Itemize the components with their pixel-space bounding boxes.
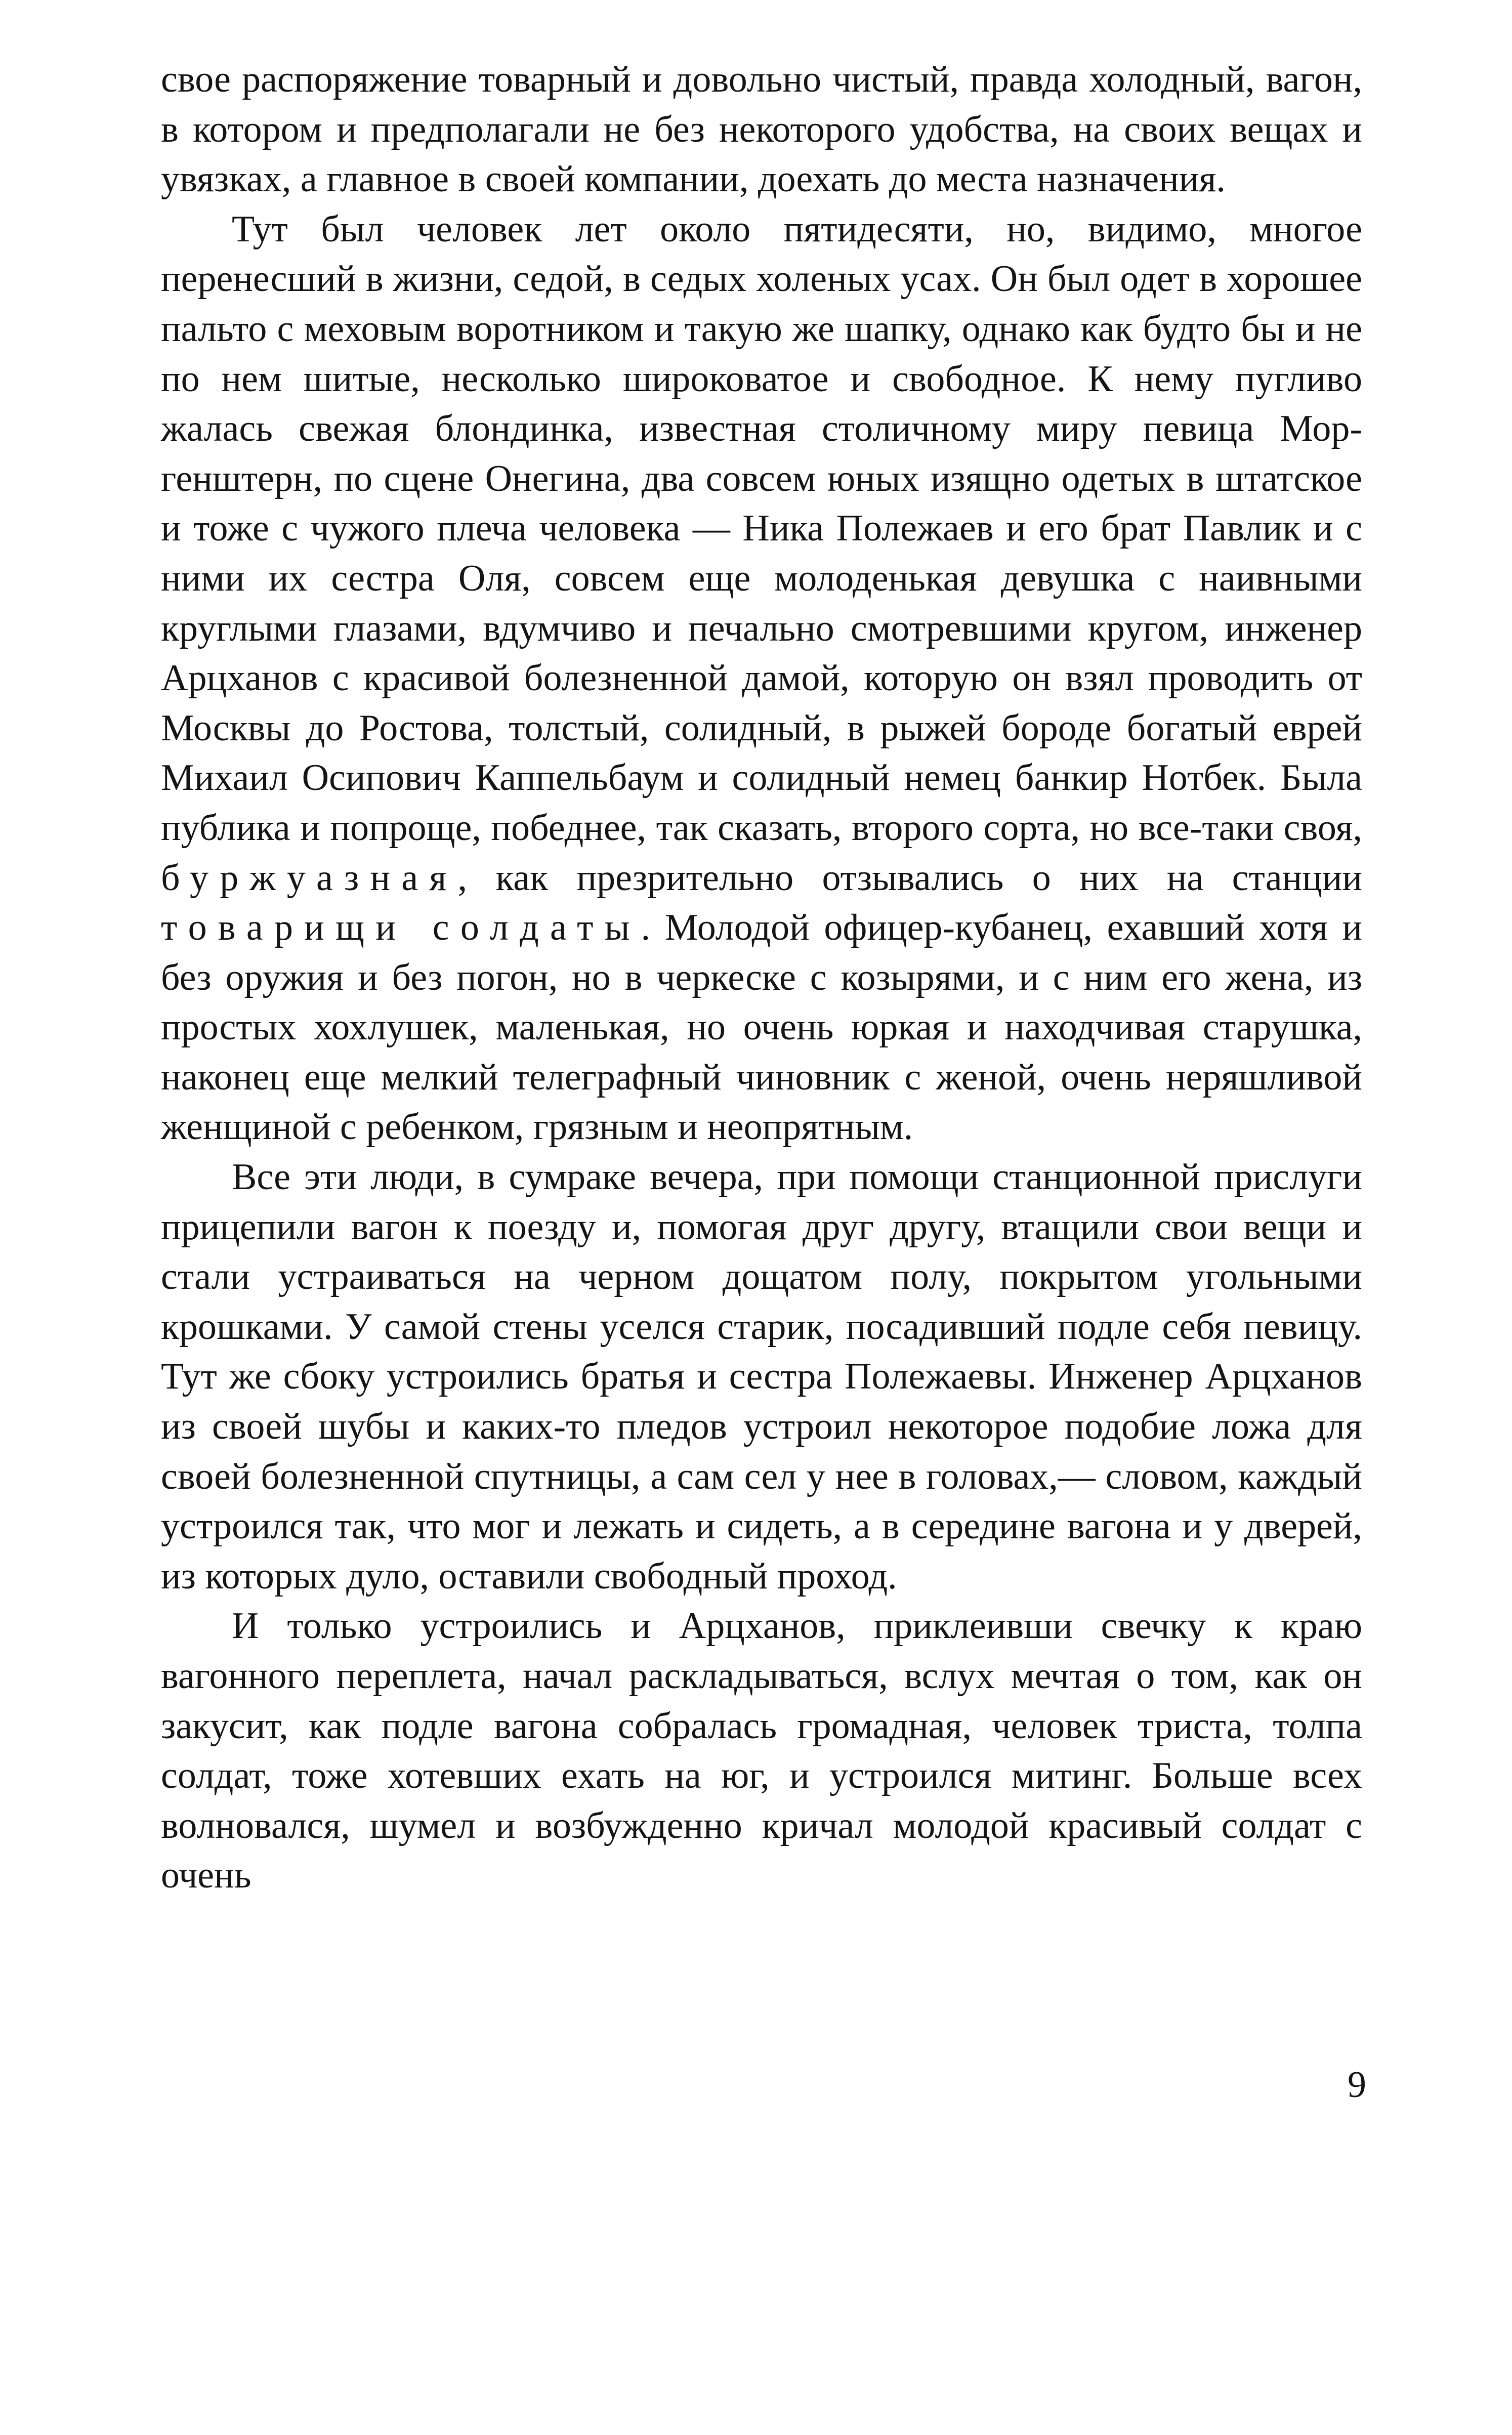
paragraph-2-text: Тут был человек лет около пятидесяти, но, видимо, многое перенесший в жизни, седой, в седых холеных усах. Он был одет в хорошее пальто с меховым воротником и такую же шапку, однако как будто бы и не по нем шитые, несколько широковатое и свободное. К нему пугливо жалась свежая блондинка, известная столичному миру певица Моргенштерн, по сцене Онегина, два совсем юных изящно одетых в штатское и тоже с чужого плеча человека — Ника Полежаев и его брат Павлик и с ними их сестра Оля, совсем еще молоденькая девушка с наивными круглыми глазами, вдумчиво и печально смотревшими кругом, инженер Арцханов с красивой болезненной дамой, которую он взял проводить от Москвы до Ростова, толстый, солидный, в рыжей бороде богатый еврей Михаил Осипович Каппельбаум и солидный немец банкир Нотбек. Была публика и попроще, победнее, так сказать, второго сорта, но все-таки своя,	[161, 208, 1362, 849]
paragraph-4-text: И только устроились и Арцханов, приклеивши свечку к краю вагонного переплета, начал раскладываться, вслух мечтая о том, как он закусит, как подле вагона собралась громадная, человек триста, толпа солдат, тоже хотевших ехать на юг, и устроился митинг. Больше всех волновался, шумел и возбужденно кричал молодой красивый солдат с очень	[161, 1605, 1362, 1897]
paragraph-3	[161, 1152, 1362, 1601]
page-body	[161, 55, 1362, 1901]
paragraph-1	[161, 55, 1362, 204]
page-number: 9	[1348, 2064, 1366, 2106]
paragraph-2	[161, 204, 1362, 1152]
paragraph-3-text: Все эти люди, в сумраке вечера, при помощи станционной прислуги прицепили вагон к поезду и, помогая друг другу, втащили свои вещи и стали устраиваться на черном дощатом полу, покрытом угольными крошками. У самой стены уселся старик, посадивший подле себя певицу. Тут же сбоку устроились братья и сестра Полежаевы. Инженер Арцханов из своей шубы и каких-то пледов устроил некоторое подобие ложа для своей болезненной спутницы, а сам сел у нее в головах,— словом, каждый устроился так, что мог и лежать и сидеть, а в середине вагона и у дверей, из которых дуло, оставили свободный проход.	[161, 1156, 1362, 1597]
paragraph-2-text-continued: , как презрительно отзывались о них на станции	[457, 857, 1362, 899]
paragraph-4	[161, 1601, 1362, 1901]
paragraph-2-spaced-phrase-comrades: товарищи солдаты	[161, 907, 641, 949]
paragraph-1-text: свое распоряжение товарный и довольно чистый, правда холодный, вагон, в котором и предполагали не без некоторого удобства, на своих вещах и увязках, а главное в своей компании, доехать до места назначения.	[161, 59, 1362, 200]
paragraph-2-text-end: . Молодой офицер-кубанец, ехавший хотя и без оружия и без погон, но в черкеске с козырями, и с ним его жена, из простых хохлушек, маленькая, но очень юркая и находчивая старушка, наконец еще мелкий телеграфный чиновник с женой, очень неряшливой женщиной с ребенком, грязным и неопрятным.	[161, 907, 1362, 1148]
paragraph-2-spaced-word-bourgeois: буржуазная	[161, 857, 458, 899]
